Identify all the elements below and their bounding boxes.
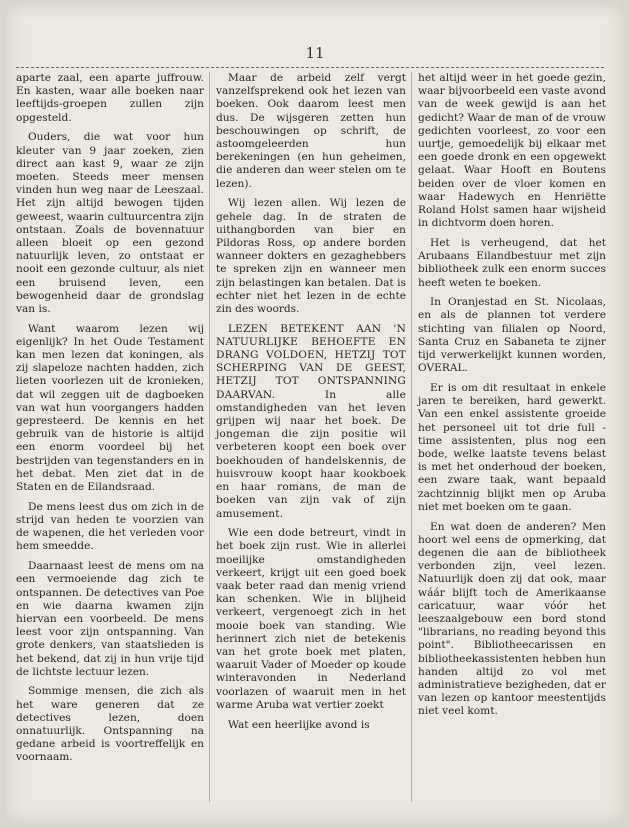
text-column-2 bbox=[216, 72, 406, 738]
paragraph: Want waarom lezen wij eigenlijk? In het Oude Testament kan men lezen dat koningen, als zij slapeloze nachten hadden, zich lieten voorlezen uit de kronieken, dat wil zeggen uit de dagboeken van wat hun voorgangers hadden gepresteerd. De kennis en het gebruik van de historie is altijd een enorm voordeel bij het bestrijden van tegenstanders en in het debat. Men ziet dat in de Staten en de Eilandsraad. bbox=[16, 322, 204, 494]
text-column-3 bbox=[418, 72, 606, 725]
paragraph-emphasis: LEZEN BETEKENT AAN 'N NATUURLIJKE BEHOEFTE EN DRANG VOLDOEN, HETZIJ TOT SCHERPING VAN DE GEEST, HETZIJ TOT ONTSPANNING DAARVAN. In alle omstandigheden van het leven grijpen wij naar het boek. De jongeman die zijn positie wil verbeteren koopt een boek over boekhouden of handelskennis, de huisvrouw koopt haar kookboek en haar romans, de man de boeken van zijn vak of zijn amusement. bbox=[216, 322, 406, 520]
paragraph: het altijd weer in het goede gezin, waar bijvoorbeeld een vaste avond van de week gewijd is aan het gedicht? Waar de man of de vrouw gedichten voorleest, zo voor een uurtje, gemoedelijk bij elkaar met een goede dronk en een opgewekt gelaat. Waar Hooft en Boutens beiden over de vloer komen en waar Hadewych en Henriëtte Roland Holst samen haar wijsheid in dichtvorm doen horen. bbox=[418, 72, 606, 230]
column-divider bbox=[209, 72, 210, 802]
paragraph: Daarnaast leest de mens om na een vermoeiende dag zich te ontspannen. De detectives van Poe en wie daarna kwamen zijn hiervan een voorbeeld. De mens leest voor zijn ontspanning. Van grote denkers, van staatslieden is het bekend, dat zij in hun vrije tijd de lichtste lectuur lezen. bbox=[16, 560, 204, 678]
paragraph: In Oranjestad en St. Nicolaas, en als de plannen tot verdere stichting van filialen op Noord, Santa Cruz en Sabaneta te zijner tijd verwerkelijkt kunnen worden, OVERAL. bbox=[418, 296, 606, 375]
paragraph: Het is verheugend, dat het Arubaans Eilandbestuur met zijn bibliotheek zulk een enorm succes heeft weten te boeken. bbox=[418, 236, 606, 289]
text-column-1 bbox=[16, 72, 204, 771]
paragraph: Wie een dode betreurt, vindt in het boek zijn rust. Wie in allerlei moeilijke omstandigheden verkeert, krijgt uit een goed boek vaak beter raad dan menig vriend kan schenken. Wie in blijheid verkeert, vergenoegt zich in het mooie boek van standing. Wie herinnert zich niet de betekenis van het grote boek met platen, waaruit Vader of Moeder op koude winteravonden in Nederland voorlazen of waaruit men in het warme Aruba wat vertier zoekt bbox=[216, 527, 406, 711]
paragraph: Ouders, die wat voor hun kleuter van 9 jaar zoeken, zien direct aan kast 9, waar ze zijn moeten. Steeds meer mensen vinden hun weg naar de Leeszaal. Het zijn altijd bewogen tijden geweest, waarin cultuurcentra zijn ontstaan. Zoals de bovennatuur alleen bloeit op een gezond natuurlijk leven, zo ontstaat er nooit een gezonde cultuur, als niet een bruisend leven, een bewogenheid daar de grondslag van is. bbox=[16, 131, 204, 315]
paragraph: aparte zaal, een aparte juffrouw. En kasten, waar alle boeken naar leeftijds-groepen zullen zijn opgesteld. bbox=[16, 72, 204, 124]
header-rule bbox=[16, 67, 604, 68]
paragraph: De mens leest dus om zich in de strijd van heden te voorzien van de wapenen, die het verleden voor hem smeedde. bbox=[16, 500, 204, 553]
paragraph: Wat een heerlijke avond is bbox=[228, 718, 370, 731]
paragraph: En wat doen de anderen? Men hoort wel eens de opmerking, dat degenen die aan de bibliotheek verbonden zijn, veel lezen. Natuurlijk doen zij dat ook, maar wáár blijft toch de Amerikaanse caricatuur, waar vóór het leeszaalgebouw een bord stond "librarians, no reading beyond this point". Bibliotheecarissen en bibliotheekassistenten hebben hun handen altijd zo vol met administratieve bezigheden, dat er van lezen op kantoor meestentijds niet veel komt. bbox=[418, 520, 606, 718]
paragraph: Er is om dit resultaat in enkele jaren te bereiken, hard gewerkt. Van een enkel assistente groeide het personeel uit tot drie full - time assistenten, plus nog een bode, welke laatste tevens belast is met het onderhoud der boeken, een zware taak, want bepaald zachtzinnig blijkt men op Aruba niet met boeken om te gaan. bbox=[418, 381, 606, 513]
paragraph: Maar de arbeid zelf vergt vanzelfsprekend ook het lezen van boeken. Ook daarom leest men dus. De wijsgeren zetten hun beschouwingen op schrift, de astoomgeleerden hun berekeningen (en hun geheimen, die anderen dan weer stelen om te lezen). bbox=[216, 72, 406, 190]
paragraph: Sommige mensen, die zich als het ware generen dat ze detectives lezen, doen onnatuurlijk. Ontspanning na gedane arbeid is voortreffelijk en voornaam. bbox=[16, 685, 204, 764]
column-divider bbox=[411, 72, 412, 802]
magazine-page bbox=[6, 4, 624, 822]
paragraph: Wij lezen allen. Wij lezen de gehele dag. In de straten de uithangborden van bier en Pildoras Ross, op andere borden wanneer dokters en gezaghebbers te spreken zijn en wanneer men zijn belastingen kan betalen. Dat is echter niet het lezen in de echte zin des woords. bbox=[216, 197, 406, 315]
page-number: 11 bbox=[305, 44, 325, 62]
